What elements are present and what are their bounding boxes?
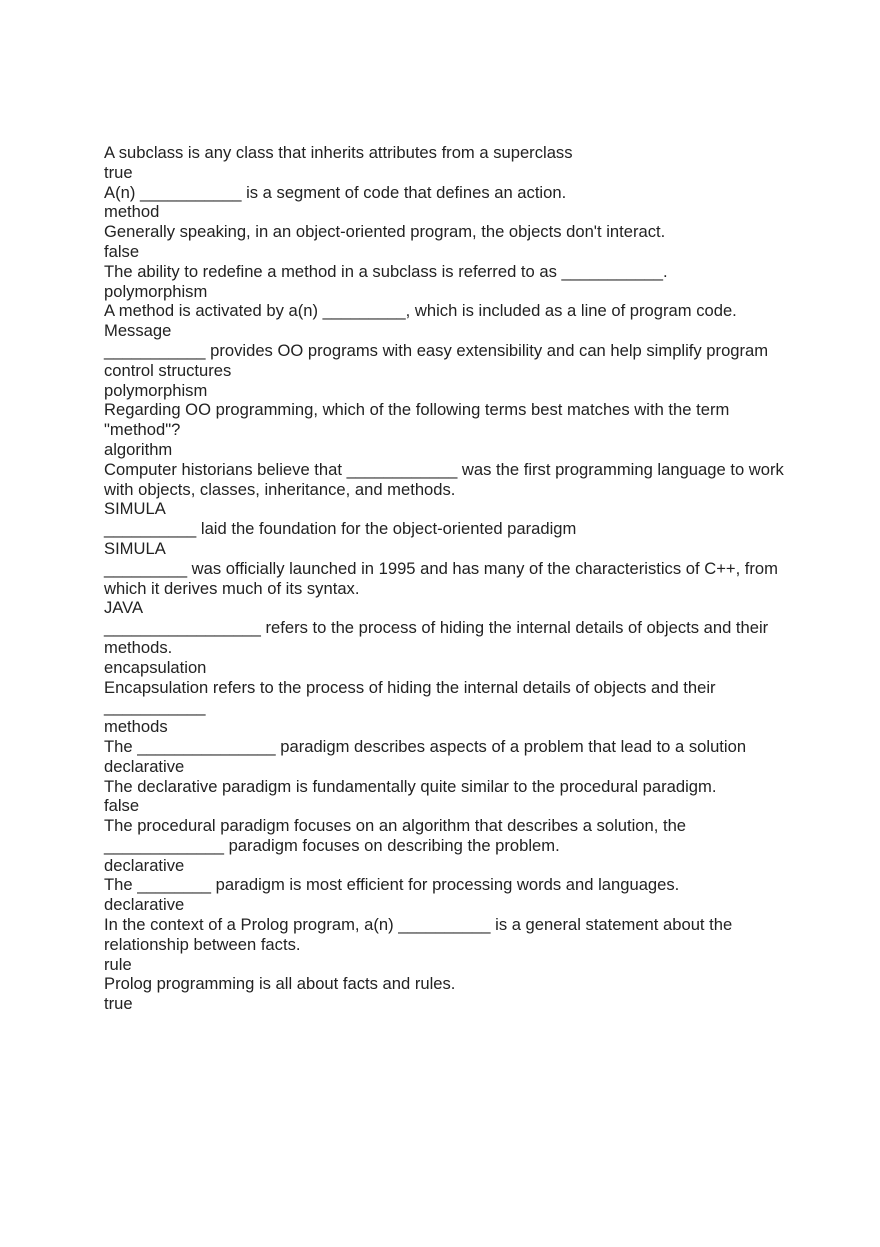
qa-item	[104, 875, 784, 915]
question-text: A subclass is any class that inherits attributes from a superclass	[104, 143, 573, 162]
question-text: A method is activated by a(n) _________, which is included as a line of program code.	[104, 301, 737, 321]
answer-text: method	[104, 202, 160, 222]
answer-text: JAVA	[104, 598, 144, 618]
answer-text: false	[104, 241, 140, 261]
qa-item	[104, 678, 784, 737]
qa-item	[104, 262, 784, 302]
document-page	[104, 143, 784, 1014]
question-text: Computer historians believe that ____________ was the first programming language to work with objects, classes, inheritance, and methods.	[104, 459, 784, 499]
qa-item	[104, 222, 784, 262]
qa-item	[104, 341, 784, 400]
question-text: The ability to redefine a method in a subclass is referred to as ___________.	[104, 261, 668, 281]
qa-item	[104, 301, 784, 341]
question-text: Generally speaking, in an object-oriented program, the objects don't interact.	[104, 222, 666, 242]
qa-item	[104, 143, 784, 183]
qa-item	[104, 974, 784, 1014]
answer-text: methods	[104, 717, 168, 737]
qa-item	[104, 519, 784, 559]
question-text: A(n) ___________ is a segment of code that defines an action.	[104, 182, 567, 202]
question-text: The procedural paradigm focuses on an algorithm that describes a solution, the _____________ paradigm focuses on describing the problem.	[104, 816, 687, 855]
qa-item	[104, 777, 784, 817]
question-text: Encapsulation refers to the process of hiding the internal details of objects and their ___________	[104, 677, 716, 717]
question-text: __________ laid the foundation for the object-oriented paradigm	[104, 519, 577, 539]
question-text: The declarative paradigm is fundamentally quite similar to the procedural paradigm.	[104, 776, 717, 796]
qa-item	[104, 618, 784, 677]
qa-item	[104, 816, 784, 875]
answer-text: polymorphism	[104, 380, 208, 400]
question-text: The _______________ paradigm describes aspects of a problem that lead to a solution	[104, 736, 747, 756]
answer-text: true	[104, 994, 133, 1014]
answer-text: rule	[104, 954, 132, 974]
qa-item	[104, 737, 784, 777]
answer-text: SIMULA	[104, 499, 166, 519]
answer-text: false	[104, 796, 140, 816]
qa-item	[104, 400, 784, 459]
answer-text: Message	[104, 321, 172, 341]
question-text: _________________ refers to the process of hiding the internal details of objects and their methods.	[104, 618, 769, 657]
answer-text: declarative	[104, 756, 185, 776]
question-text: _________ was officially launched in 1995 and has many of the characteristics of C++, from which it derives much of its syntax.	[104, 558, 778, 598]
question-text: Prolog programming is all about facts and rules.	[104, 974, 456, 994]
answer-text: declarative	[104, 855, 185, 875]
qa-item	[104, 559, 784, 618]
qa-item	[104, 915, 784, 974]
answer-text: encapsulation	[104, 657, 207, 677]
question-text: ___________ provides OO programs with easy extensibility and can help simplify program control structures	[104, 340, 769, 380]
question-text: The ________ paradigm is most efficient for processing words and languages.	[104, 875, 680, 895]
answer-text: true	[104, 162, 133, 182]
question-text: In the context of a Prolog program, a(n) __________ is a general statement about the relationship between facts.	[104, 915, 733, 954]
answer-text: algorithm	[104, 439, 173, 459]
qa-item	[104, 183, 784, 223]
answer-text: polymorphism	[104, 281, 208, 301]
answer-text: declarative	[104, 895, 185, 915]
qa-item	[104, 460, 784, 519]
answer-text: SIMULA	[104, 538, 166, 558]
question-text: Regarding OO programming, which of the following terms best matches with the term "method"?	[104, 400, 730, 440]
